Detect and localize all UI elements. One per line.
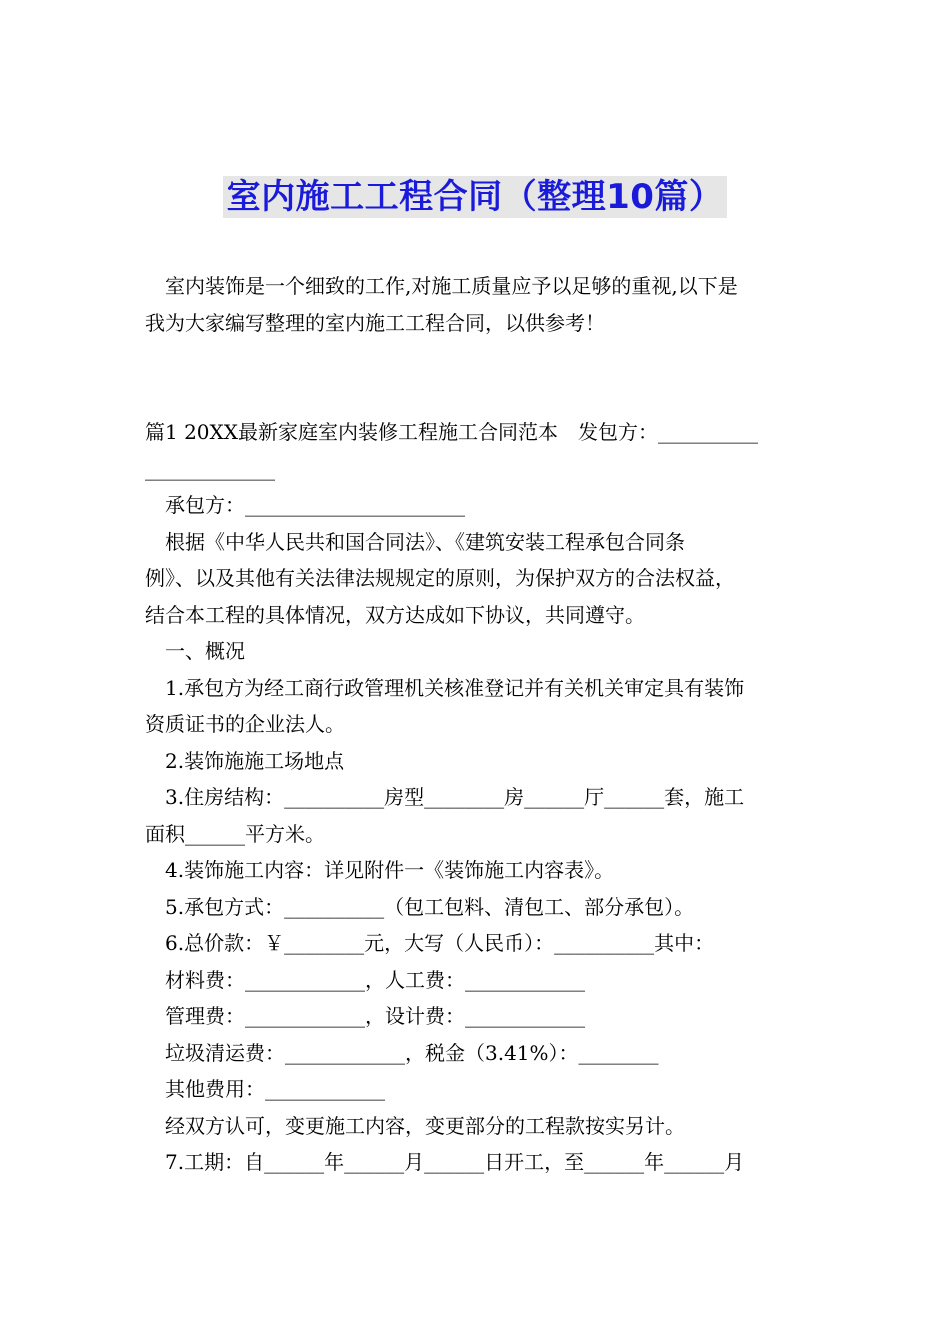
contract-line: 2.装饰施施工场地点 xyxy=(165,748,345,773)
contract-line: 3.住房结构：__________房型________房______厅______套，施工 xyxy=(165,785,745,809)
contract-body xyxy=(145,414,825,1181)
contract-line: 经双方认可，变更施工内容，变更部分的工程款按实另计。 xyxy=(165,1113,685,1138)
contract-line: 承包方：______________________ xyxy=(165,493,465,517)
contract-line: 一、概况 xyxy=(165,639,245,663)
contract-line: 面积______平方米。 xyxy=(145,821,325,846)
intro-line: 室内装饰是一个细致的工作,对施工质量应予以足够的重视,以下是 xyxy=(165,274,738,298)
intro-line: 我为大家编写整理的室内施工工程合同，以供参考！ xyxy=(145,310,605,335)
contract-line: 垃圾清运费：____________，税金（3.41%）：________ xyxy=(165,1040,659,1065)
contract-line: 1.承包方为经工商行政管理机关核准登记并有关机关审定具有装饰 xyxy=(165,675,745,700)
contract-line: 资质证书的企业法人。 xyxy=(145,712,345,736)
contract-line: _____________ xyxy=(145,456,275,481)
contract-line: 管理费：____________，设计费：____________ xyxy=(165,1004,585,1028)
contract-line: 结合本工程的具体情况，双方达成如下协议，共同遵守。 xyxy=(145,602,645,627)
contract-line: 篇1 20XX最新家庭室内装修工程施工合同范本 发包方：__________ xyxy=(145,420,759,444)
document-title: 室内施工工程合同（整理10篇） xyxy=(223,176,728,218)
contract-line: 5.承包方式：__________（包工包料、清包工、部分承包）。 xyxy=(165,894,695,919)
contract-line: 根据《中华人民共和国合同法》、《建筑安装工程承包合同条 xyxy=(165,529,685,554)
contract-line: 材料费：____________，人工费：____________ xyxy=(165,967,585,992)
contract-line: 其他费用：____________ xyxy=(165,1077,385,1101)
intro-paragraph xyxy=(145,268,825,341)
contract-line: 7.工期：自______年______月______日开工，至______年______月 xyxy=(165,1150,745,1174)
contract-line: 4.装饰施工内容：详见附件一《装饰施工内容表》。 xyxy=(165,858,615,882)
contract-line: 6.总价款：￥________元，大写（人民币）：__________其中： xyxy=(165,931,715,955)
contract-line: 例》、以及其他有关法律法规规定的原则，为保护双方的合法权益， xyxy=(145,566,735,590)
title-container xyxy=(0,176,950,218)
